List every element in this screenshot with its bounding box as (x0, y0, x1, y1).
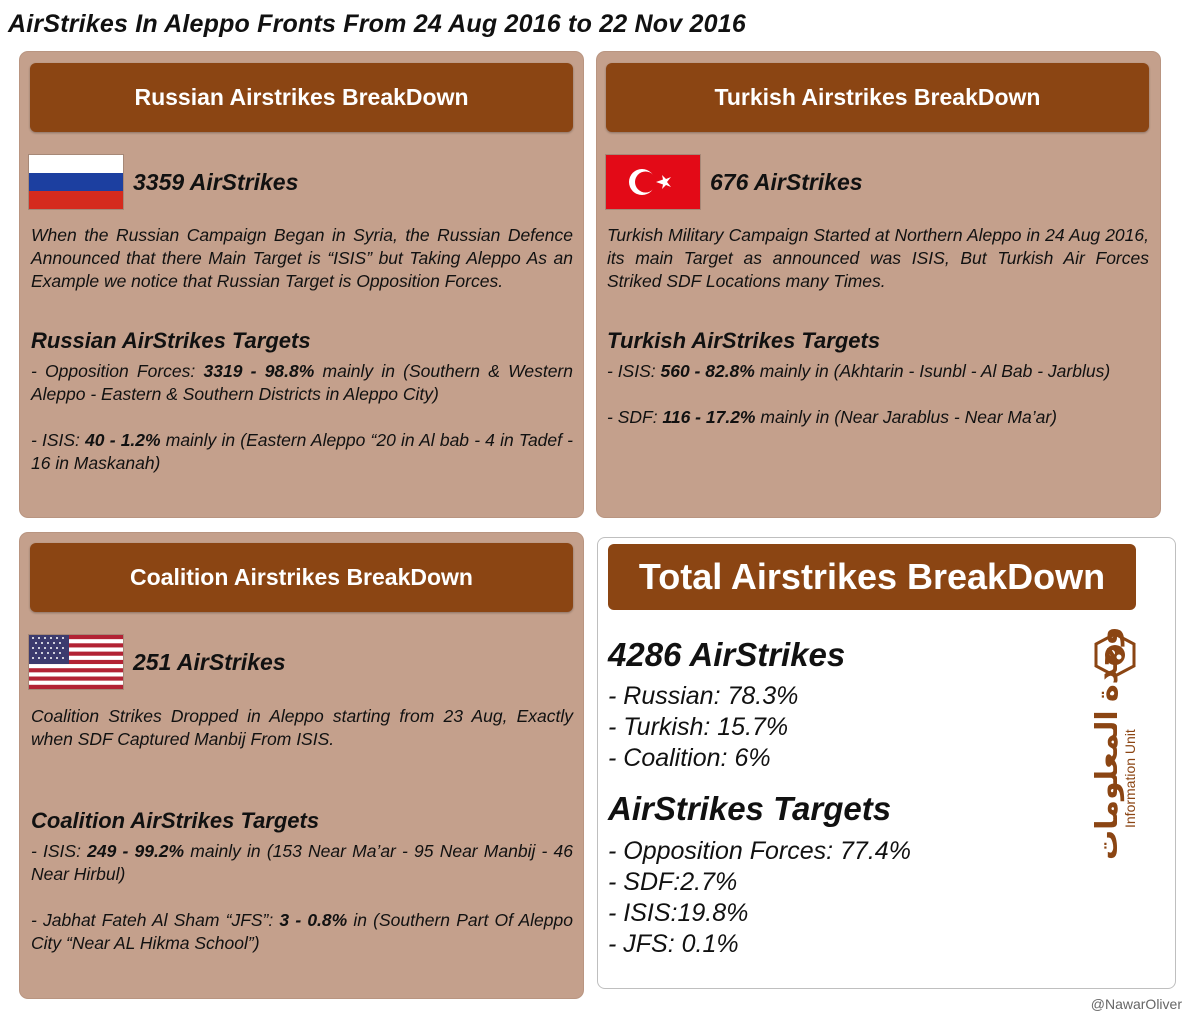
russian-target-2-value: 40 - 1.2% (85, 430, 161, 450)
coalition-count: 251 AirStrikes (133, 649, 286, 675)
coalition-target-2-value: 3 - 0.8% (279, 910, 348, 930)
turkish-header: Turkish Airstrikes BreakDown (606, 63, 1149, 132)
russian-count: 3359 AirStrikes (133, 169, 299, 195)
russian-target-2-suffix: mainly in (Eastern Aleppo “20 in Al bab - 4 in Tadef - 16 in Maskanah) (31, 430, 573, 473)
turkish-target-1-prefix: - ISIS: (607, 361, 661, 381)
total-targets-title: AirStrikes Targets (608, 790, 892, 827)
total-turkish: - Turkish: 15.7% (608, 713, 789, 741)
turkish-target-list (607, 360, 1149, 429)
page-title: AirStrikes In Aleppo Fronts From 24 Aug 2016 to 22 Nov 2016 (8, 10, 746, 38)
russian-description: When the Russian Campaign Began in Syria, the Russian Defence Announced that there Main Target is “ISIS” but Taking Aleppo As an Example we notice that Russian Target is Opposition Forces. (31, 225, 573, 291)
total-opposition: - Opposition Forces: 77.4% (608, 837, 911, 865)
turkish-target-2-suffix: mainly in (Near Jarablus - Near Ma’ar) (755, 407, 1057, 427)
coalition-target-list (31, 840, 573, 955)
logo-arabic-text: وحدة المعلومات (1091, 626, 1124, 860)
russian-target-1-prefix: - Opposition Forces: (31, 361, 204, 381)
turkish-target-2-value: 116 - 17.2% (662, 407, 756, 427)
logo-english-text: Information Unit (1122, 729, 1138, 828)
turkish-target-1-suffix: mainly in (Akhtarin - Isunbl - Al Bab - Jarblus) (754, 361, 1111, 381)
coalition-target-2-suffix: in (Southern Part Of Aleppo City “Near AL Hikma School”) (31, 910, 573, 953)
coalition-target-2-prefix: - Jabhat Fateh Al Sham “JFS”: (31, 910, 280, 930)
total-jfs: - JFS: 0.1% (608, 930, 739, 958)
total-header: Total Airstrikes BreakDown (608, 544, 1136, 610)
coalition-target-1-prefix: - ISIS: (31, 841, 88, 861)
usa-flag-icon (29, 635, 123, 689)
turkish-description: Turkish Military Campaign Started at Northern Aleppo in 24 Aug 2016, its main Target as announced was ISIS, But Turkish Air Forces Striked SDF Locations many Times. (607, 225, 1149, 291)
coalition-target-1-suffix: mainly in (153 Near Ma’ar - 95 Near Manbij - 46 Near Hirbul) (31, 841, 573, 884)
russian-target-2-prefix: - ISIS: (31, 430, 86, 450)
turkey-flag-icon (606, 155, 700, 209)
turkish-targets-title: Turkish AirStrikes Targets (607, 328, 881, 353)
turkish-target-1-value: 560 - 82.8% (660, 361, 755, 381)
total-coalition: - Coalition: 6% (608, 744, 771, 772)
russian-targets-title: Russian AirStrikes Targets (31, 328, 311, 353)
russian-header: Russian Airstrikes BreakDown (30, 63, 573, 132)
russia-flag-icon (29, 155, 123, 209)
russian-target-list (31, 360, 573, 475)
russian-target-1-suffix: mainly in (Southern & Western Aleppo - Eastern & Southern Districts in Aleppo City) (31, 361, 573, 404)
footer-handle: @NawarOliver (1090, 996, 1182, 1012)
turkish-target-2-prefix: - SDF: (607, 407, 663, 427)
coalition-targets-title: Coalition AirStrikes Targets (31, 808, 320, 833)
coalition-description: Coalition Strikes Dropped in Aleppo starting from 23 Aug, Exactly when SDF Captured Manbij From ISIS. (31, 706, 573, 749)
total-count: 4286 AirStrikes (608, 636, 846, 673)
coalition-header: Coalition Airstrikes BreakDown (30, 543, 573, 612)
turkish-count: 676 AirStrikes (710, 169, 863, 195)
total-russian: - Russian: 78.3% (608, 682, 799, 710)
total-isis: - ISIS:19.8% (608, 899, 749, 927)
coalition-target-1-value: 249 - 99.2% (87, 841, 185, 861)
total-sdf: - SDF:2.7% (608, 868, 738, 896)
russian-target-1-value: 3319 - 98.8% (203, 361, 315, 381)
